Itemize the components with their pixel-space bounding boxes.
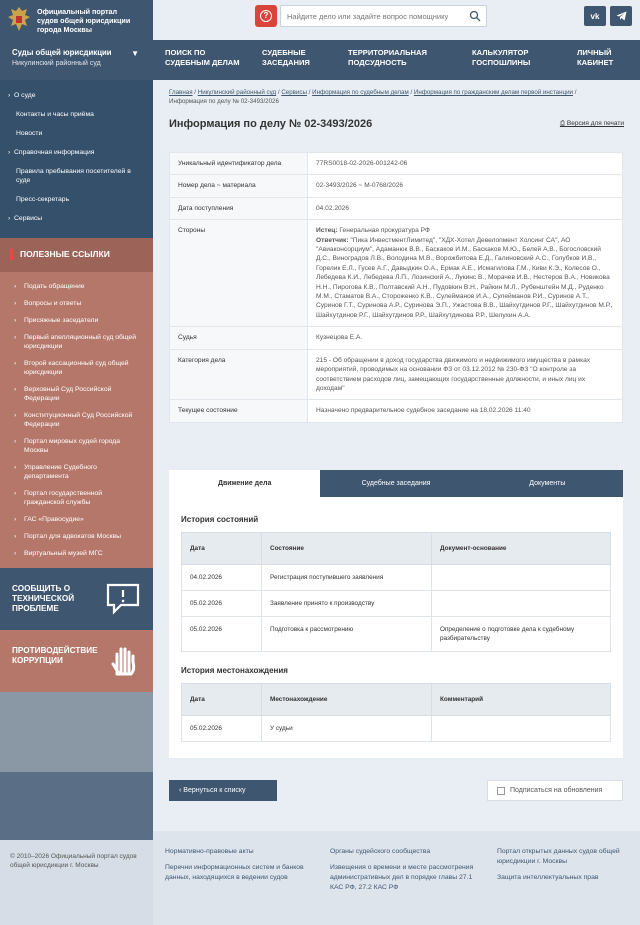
- case-info-table: [169, 152, 623, 423]
- breadcrumb-item[interactable]: Информация по гражданским делам первой инстанции: [413, 89, 573, 96]
- sidebar-item-reference[interactable]: › Справочная информация: [0, 143, 153, 162]
- case-info-card: [169, 152, 623, 423]
- useful-link[interactable]: › Подать обращение: [0, 278, 153, 295]
- tab-bar: [169, 470, 623, 497]
- portal-logo[interactable]: [0, 0, 153, 40]
- telegram-icon[interactable]: [610, 6, 632, 26]
- useful-link[interactable]: › Портал для адвокатов Москвы: [0, 528, 153, 545]
- footer-link[interactable]: Нормативно-правовые акты: [165, 848, 254, 855]
- useful-link[interactable]: › Портал государственной гражданской службы: [0, 485, 153, 511]
- breadcrumb: Главная / Никулинский районный суд / Сервисы / Информация по судебным делам / Информация по гражданским делам первой инстанции / Информация по делу № 02-3493/2026: [169, 89, 577, 105]
- sidebar-item-about[interactable]: › О суде: [0, 86, 153, 105]
- anti-corruption-label: ПРОТИВОДЕЙСТВИЕ КОРРУПЦИИ: [12, 646, 98, 665]
- parties-value: Истец: Генеральная прокуратура РФ Ответчик: "Пика ИнвестментЛимитед", "ХДХ-Хотел Девелопмент Холсинг СА", АО "Авиаконсорциум", Адаманюк В.В., Баскаков И.М., Баскаков М.Ю., Белей А.В., Богословский Д.С., Виноградов Л.В., Володина М.В., Ворожбитова Е.Д., Галиновский А.С., Голубков И.В., Горелик Е.Л., Гусев А.Г., Давыдкин О.А., Ермак А.Е., Исмагилова Г.М., Киви К.Э., Колесов О., Лебедева К.И., Лебедева Л.П., Лозинский А., Лукинс В., Морачев И.В., Нестеров В.А., Новикова Н.Н., Пирогова К.В., Полтавский А.Н., Пудовкин В.Н., Райкин М.Л., Рубенштейн М.Д., Руденко М.М., Стаматов В.А., Стороженко К.В., Сулейманов И.А., Сулейманов Р.И., Суринов А.Т., Суринов Г.Т., Суринова А.Р., Суринова Э.П., Ужастова В.В., Шайхутдинов Р.Г., Шайхутдинов М.Р., Шайхутдинов Р.Г., Шайхутдинов Р.Р., Шайхутдинова Р.Р., Шелухин А.А.: [308, 220, 623, 327]
- coat-of-arms-icon: [6, 5, 32, 35]
- printer-icon: ⎙: [559, 120, 567, 127]
- sidebar-item-rules[interactable]: Правила пребывания посетителей в суде: [16, 168, 131, 184]
- breadcrumb-item[interactable]: Главная: [169, 89, 193, 96]
- nav-case-search[interactable]: ПОИСК ПО СУДЕБНЫМ ДЕЛАМ: [165, 48, 240, 67]
- table-row: 05.02.2026 Подготовка к рассмотрению Определение о подготовке дела к судебному разбирательству: [182, 617, 611, 652]
- question-icon: ?: [260, 10, 272, 22]
- chevron-left-icon: ‹: [179, 787, 184, 794]
- nav-jurisdiction[interactable]: ТЕРРИТОРИАЛЬНАЯ ПОДСУДНОСТЬ: [348, 48, 427, 67]
- search-icon[interactable]: [469, 10, 481, 22]
- table-row: Текущее состояние Назначено предварительное судебное заседание на 18.02.2026 11:40: [170, 400, 623, 422]
- subscribe-button[interactable]: Подписаться на обновления: [487, 780, 623, 801]
- useful-link[interactable]: › Виртуальный музей МГС: [0, 545, 153, 562]
- main-content: [153, 80, 640, 831]
- main-nav: [0, 40, 640, 80]
- table-row: Категория дела 215 - Об обращении в доход государства движимого и недвижимого имущества в рамках мероприятий, проводимых на основании ФЗ от 03.12.2012 № 230-ФЗ "О контроле за соответствием расходов лиц, замещающих государственные должности, и иных лиц их доходам": [170, 349, 623, 400]
- table-row: 05.02.2026 У судьи: [182, 716, 611, 742]
- tab-court-sessions[interactable]: Судебные заседания: [320, 470, 471, 497]
- back-to-list-button[interactable]: ‹ Вернуться к списку: [169, 780, 277, 801]
- nav-court-sessions[interactable]: СУДЕБНЫЕ ЗАСЕДАНИЯ: [262, 48, 310, 67]
- footer-link[interactable]: Извещения о времени и месте рассмотрения административных дел в порядке главы 27.1 КАС РФ, 27.2 КАС РФ: [330, 864, 474, 891]
- table-row: Стороны Истец: Генеральная прокуратура РФ Ответчик: "Пика ИнвестментЛимитед", "ХДХ-Хотел Девелопмент Холсинг СА", АО "Авиаконсорциум", Адаманюк В.В., Баскаков И.М., Баскаков М.Ю., Белей А.В., Богословский Д.С., Виноградов Л.В., Володина М.В., Ворожбитова Е.Д., Галиновский А.С., Голубков И.В., Горелик Е.Л., Гусев А.Г., Давыдкин О.А., Ермак А.Е., Исмагилова Г.М., Киви К.Э., Колесов О., Лебедева К.И., Лебедева Л.П., Лозинский А., Лукинс В., Морачев И.В., Нестеров В.А., Новикова Н.Н., Пирогова К.В., Полтавский А.Н., Пудовкин В.Н., Райкин М.Л., Рубенштейн М.Д., Руденко М.М., Стаматов В.А., Стороженко К.В., Сулейманов И.А., Сулейманов Р.И., Суринов А.Т., Суринов Г.Т., Суринова А.Р., Суринова Э.П., Ужастова В.В., Шайхутдинов Р.Г., Шайхутдинов М.Р., Шайхутдинов Р.Г., Шайхутдинов Р.Р., Шайхутдинова Р.Р., Шелухин А.А.: [170, 220, 623, 327]
- footer-col-2: [330, 847, 480, 899]
- tab-documents[interactable]: Документы: [472, 470, 623, 497]
- states-history-table: Дата Состояние Документ-основание 04.02.2026 Регистрация поступившего заявления 05.02.2026 Заявление принято к производству 05.02.2026 Подготовка к рассмотрению Определение о подготовке дела к судебному разбирательству: [181, 532, 611, 652]
- page-title: Информация по делу № 02-3493/2026: [169, 118, 373, 130]
- footer-link[interactable]: Портал открытых данных судов общей юрисдикции г. Москвы: [497, 848, 620, 865]
- copyright-text: © 2010–2026 Официальный портал судов общей юрисдикции г. Москвы: [10, 853, 137, 869]
- location-history-table: Дата Местонахождение Комментарий 05.02.2026 У судьи: [181, 683, 611, 742]
- table-row: Номер дела ~ материала 02-3493/2026 ~ М-0768/2026: [170, 175, 623, 197]
- case-movement-card: [169, 470, 623, 758]
- useful-link[interactable]: › Управление Судебного департамента: [0, 459, 153, 485]
- useful-link[interactable]: › ГАС «Правосудие»: [0, 511, 153, 528]
- table-row: 04.02.2026 Регистрация поступившего заявления: [182, 565, 611, 591]
- useful-links: [0, 238, 153, 568]
- chevron-down-icon: ▼: [131, 49, 139, 58]
- useful-link[interactable]: › Конституционный Суд Российской Федерации: [0, 407, 153, 433]
- useful-link[interactable]: › Присяжные заседатели: [0, 312, 153, 329]
- sidebar-item-news[interactable]: Новости: [16, 130, 43, 137]
- breadcrumb-item[interactable]: Сервисы: [281, 89, 307, 96]
- report-problem-label: СООБЩИТЬ О ТЕХНИЧЕСКОЙ ПРОБЛЕМЕ: [12, 584, 75, 613]
- states-history-title: История состояний: [181, 515, 259, 524]
- chat-warning-icon: [105, 582, 141, 616]
- search-box: [280, 5, 487, 27]
- table-row: Судья Кузнецова Е.А.: [170, 327, 623, 349]
- breadcrumb-item[interactable]: Никулинский районный суд: [197, 89, 277, 96]
- table-row: 05.02.2026 Заявление принято к производству: [182, 591, 611, 617]
- breadcrumb-item[interactable]: Информация по судебным делам: [312, 89, 409, 96]
- vk-icon[interactable]: vk: [584, 6, 606, 26]
- table-row: Уникальный идентификатор дела 77RS0018-02-2026-001242-06: [170, 153, 623, 175]
- useful-link[interactable]: › Верховный Суд Российской Федерации: [0, 381, 153, 407]
- checkbox-icon: [497, 787, 505, 795]
- useful-link[interactable]: › Второй кассационный суд общей юрисдикции: [0, 355, 153, 381]
- useful-link[interactable]: › Портал мировых судей города Москвы: [0, 433, 153, 459]
- search-input[interactable]: [281, 7, 461, 27]
- sidebar-menu: [0, 80, 153, 232]
- portal-title: Официальный портал судов общей юрисдикции города Москвы: [37, 6, 131, 34]
- footer: [153, 831, 640, 925]
- sidebar-item-contacts[interactable]: Контакты и часы приёма: [16, 111, 94, 118]
- report-problem-banner[interactable]: [0, 568, 153, 630]
- help-assistant-button[interactable]: [255, 5, 277, 27]
- nav-fee-calculator[interactable]: КАЛЬКУЛЯТОР ГОСПОШЛИНЫ: [472, 48, 531, 67]
- hand-stop-icon: [105, 644, 141, 678]
- top-bar: [0, 0, 640, 40]
- sidebar-item-press[interactable]: Пресс-секретарь: [16, 196, 70, 203]
- footer-link[interactable]: Органы судейского сообщества: [330, 848, 431, 855]
- court-selector[interactable]: [0, 40, 153, 80]
- print-version-link[interactable]: ⎙ Версия для печати: [559, 120, 624, 127]
- footer-col-1: [165, 847, 305, 889]
- sidebar: [0, 80, 153, 925]
- court-selector-title: Суды общей юрисдикции: [12, 48, 112, 57]
- sidebar-item-services[interactable]: › Сервисы: [0, 209, 153, 228]
- breadcrumb-current: Информация по делу № 02-3493/2026: [169, 98, 279, 105]
- anti-corruption-banner[interactable]: [0, 630, 153, 692]
- footer-link[interactable]: Защита интеллектуальных прав: [497, 874, 599, 881]
- tab-case-movement[interactable]: Движение дела: [169, 470, 320, 497]
- sidebar-decor: [0, 692, 153, 772]
- sidebar-footer: [0, 840, 153, 925]
- useful-links-title: ПОЛЕЗНЫЕ ССЫЛКИ: [0, 238, 153, 272]
- nav-personal-account[interactable]: ЛИЧНЫЙ КАБИНЕТ: [577, 48, 614, 67]
- footer-link[interactable]: Перечни информационных систем и банков данных, находящихся в ведении судов: [165, 864, 304, 881]
- table-row: Дата поступления 04.02.2026: [170, 197, 623, 219]
- footer-col-3: [497, 847, 632, 889]
- court-selector-name: Никулинский районный суд: [12, 60, 101, 67]
- location-history-title: История местонахождения: [181, 666, 288, 675]
- useful-link[interactable]: › Вопросы и ответы: [0, 295, 153, 312]
- useful-link[interactable]: › Первый апелляционный суд общей юрисдикции: [0, 329, 153, 355]
